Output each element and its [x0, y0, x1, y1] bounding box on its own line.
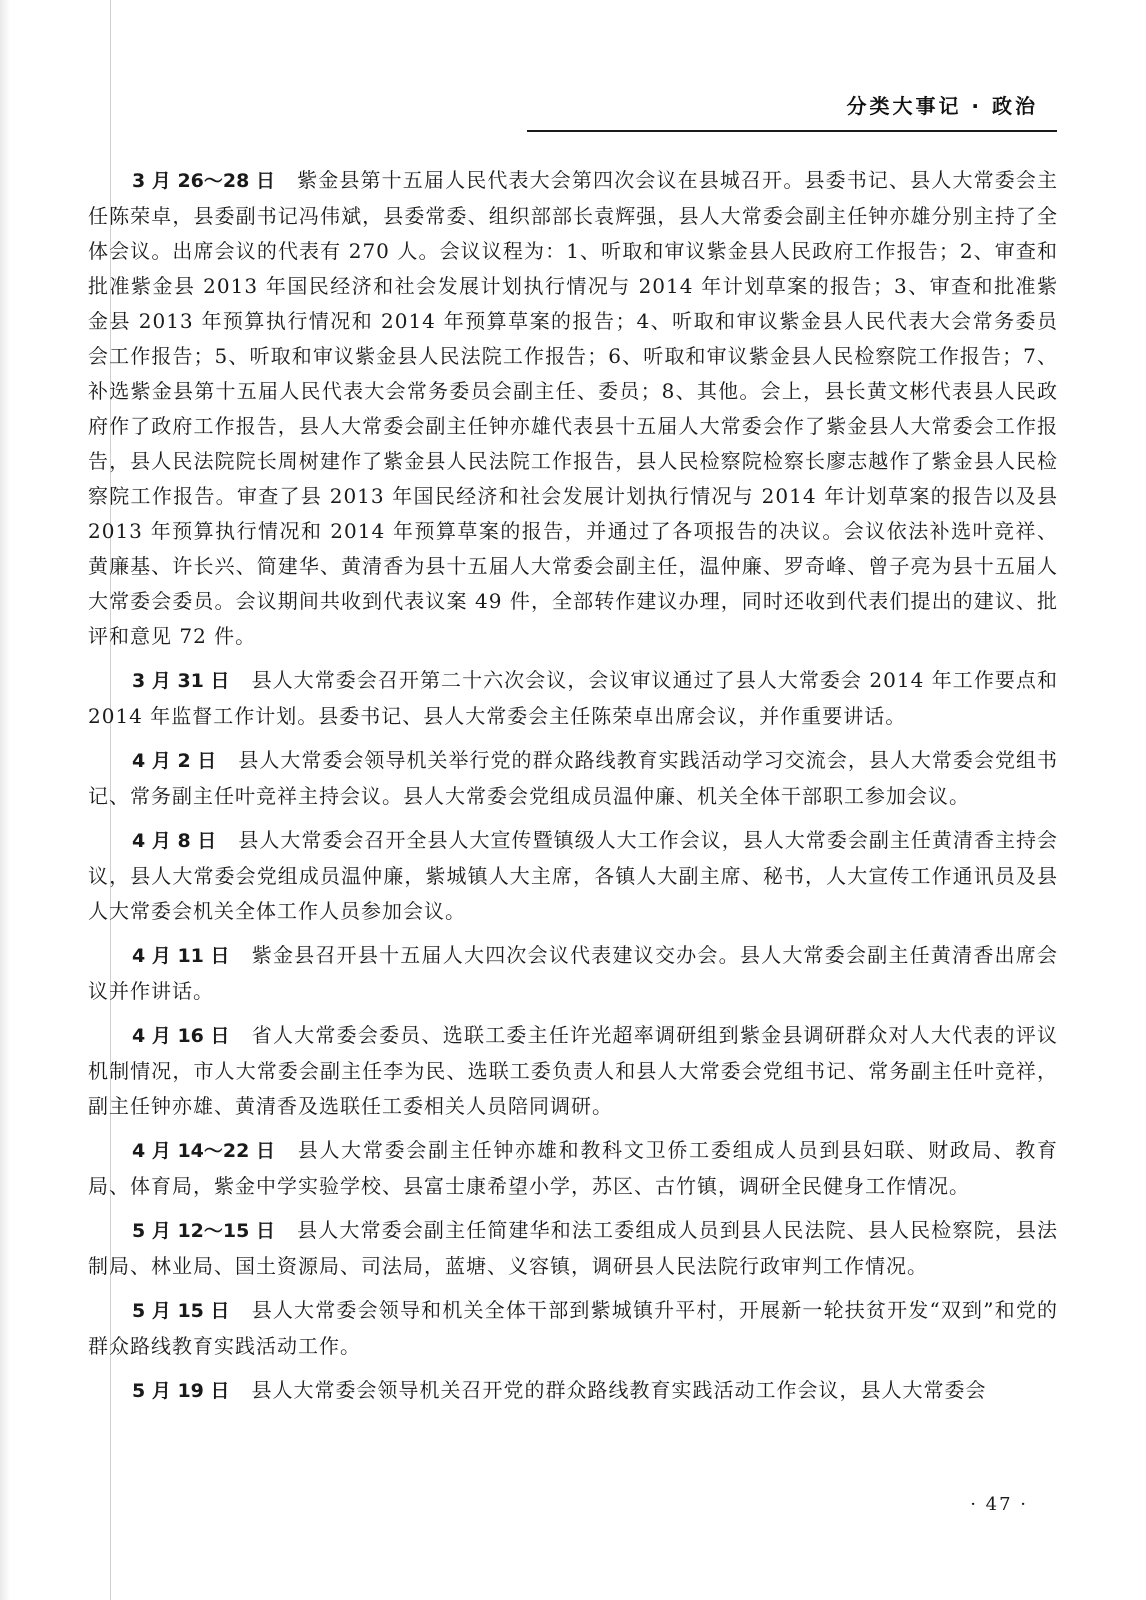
- entry-text: 县人大常委会领导机关召开党的群众路线教育实践活动工作会议，县人大常委会: [251, 1378, 987, 1402]
- chronicle-entry: [88, 1213, 1058, 1284]
- entry-text: 县人大常委会领导和机关全体干部到紫城镇升平村，开展新一轮扶贫开发“双到”和党的群众路线教育实践活动工作。: [88, 1298, 1058, 1358]
- entry-date: 4 月 8 日: [132, 830, 217, 852]
- header-rule: [527, 130, 1057, 132]
- entry-text: 县人大常委会副主任简建华和法工委组成人员到县人民法院、县人民检察院，县法制局、林业局、国土资源局、司法局，蓝塘、义容镇，调研县人民法院行政审判工作情况。: [88, 1218, 1058, 1278]
- chronicle-entry: [88, 1018, 1058, 1124]
- chronicle-entry: [88, 743, 1058, 814]
- entry-date: 5 月 15 日: [132, 1300, 230, 1322]
- entry-text: 紫金县第十五届人民代表大会第四次会议在县城召开。县委书记、县人大常委会主任陈荣卓，县委副书记冯伟斌，县委常委、组织部部长袁辉强，县人大常委会副主任钟亦雄分别主持了全体会议。出席会议的代表有 270 人。会议议程为：1、听取和审议紫金县人民政府工作报告；2、审查和批准紫金县 2013 年国民经济和社会发展计划执行情况与 2014 年计划草案的报告；3、审查和批准紫金县 2013 年预算执行情况和 2014 年预算草案的报告；4、听取和审议紫金县人民代表大会常务委员会工作报告；5、听取和审议紫金县人民法院工作报告；6、听取和审议紫金县人民检察院工作报告；7、补选紫金县第十五届人民代表大会常务委员会副主任、委员；8、其他。会上，县长黄文彬代表县人民政府作了政府工作报告，县人大常委会副主任钟亦雄代表县十五届人大常委会作了紫金县人大常委会工作报告，县人民法院院长周树建作了紫金县人民法院工作报告，县人民检察院检察长廖志越作了紫金县人民检察院工作报告。审查了县 2013 年国民经济和社会发展计划执行情况与 2014 年计划草案的报告以及县 2013 年预算执行情况和 2014 年预算草案的报告，并通过了各项报告的决议。会议依法补选叶竞祥、黄廉基、许长兴、简建华、黄清香为县十五届人大常委会副主任，温仲廉、罗奇峰、曾子亮为县十五届人大常委会委员。会议期间共收到代表议案 49 件，全部转作建议办理，同时还收到代表们提出的建议、批评和意见 72 件。: [88, 168, 1058, 648]
- entry-date: 4 月 16 日: [132, 1025, 230, 1047]
- chronicle-entry: [88, 163, 1058, 654]
- chronicle-content: [88, 163, 1058, 1418]
- entry-date: 3 月 31 日: [132, 670, 230, 692]
- entry-text: 县人大常委会领导机关举行党的群众路线教育实践活动学习交流会，县人大常委会党组书记、常务副主任叶竞祥主持会议。县人大常委会党组成员温仲廉、机关全体干部职工参加会议。: [88, 748, 1058, 808]
- entry-date: 5 月 19 日: [132, 1380, 230, 1402]
- running-header: 分类大事记 · 政治: [846, 94, 1038, 118]
- scan-edge: [0, 0, 10, 1600]
- entry-text: 县人大常委会召开全县人大宣传暨镇级人大工作会议，县人大常委会副主任黄清香主持会议，县人大常委会党组成员温仲廉，紫城镇人大主席，各镇人大副主席、秘书，人大宣传工作通讯员及县人大常委会机关全体工作人员参加会议。: [88, 828, 1058, 923]
- chronicle-entry: [88, 938, 1058, 1009]
- entry-text: 县人大常委会召开第二十六次会议，会议审议通过了县人大常委会 2014 年工作要点和 2014 年监督工作计划。县委书记、县人大常委会主任陈荣卓出席会议，并作重要讲话。: [88, 668, 1058, 728]
- entry-date: 4 月 11 日: [132, 945, 230, 967]
- chronicle-entry: [88, 1373, 1058, 1409]
- chronicle-entry: [88, 1133, 1058, 1204]
- page-number: · 47 ·: [970, 1494, 1028, 1515]
- entry-date: 5 月 12～15 日: [132, 1220, 275, 1242]
- entry-date: 4 月 2 日: [132, 750, 217, 772]
- chronicle-entry: [88, 823, 1058, 929]
- entry-date: 3 月 26～28 日: [132, 170, 275, 192]
- entry-text: 紫金县召开县十五届人大四次会议代表建议交办会。县人大常委会副主任黄清香出席会议并作讲话。: [88, 943, 1058, 1003]
- entry-text: 省人大常委会委员、选联工委主任许光超率调研组到紫金县调研群众对人大代表的评议机制情况，市人大常委会副主任李为民、选联工委负责人和县人大常委会党组书记、常务副主任叶竞祥，副主任钟亦雄、黄清香及选联任工委相关人员陪同调研。: [88, 1023, 1058, 1118]
- entry-text: 县人大常委会副主任钟亦雄和教科文卫侨工委组成人员到县妇联、财政局、教育局、体育局，紫金中学实验学校、县富士康希望小学，苏区、古竹镇，调研全民健身工作情况。: [88, 1138, 1058, 1198]
- chronicle-entry: [88, 1293, 1058, 1364]
- chronicle-entry: [88, 663, 1058, 734]
- entry-date: 4 月 14～22 日: [132, 1140, 275, 1162]
